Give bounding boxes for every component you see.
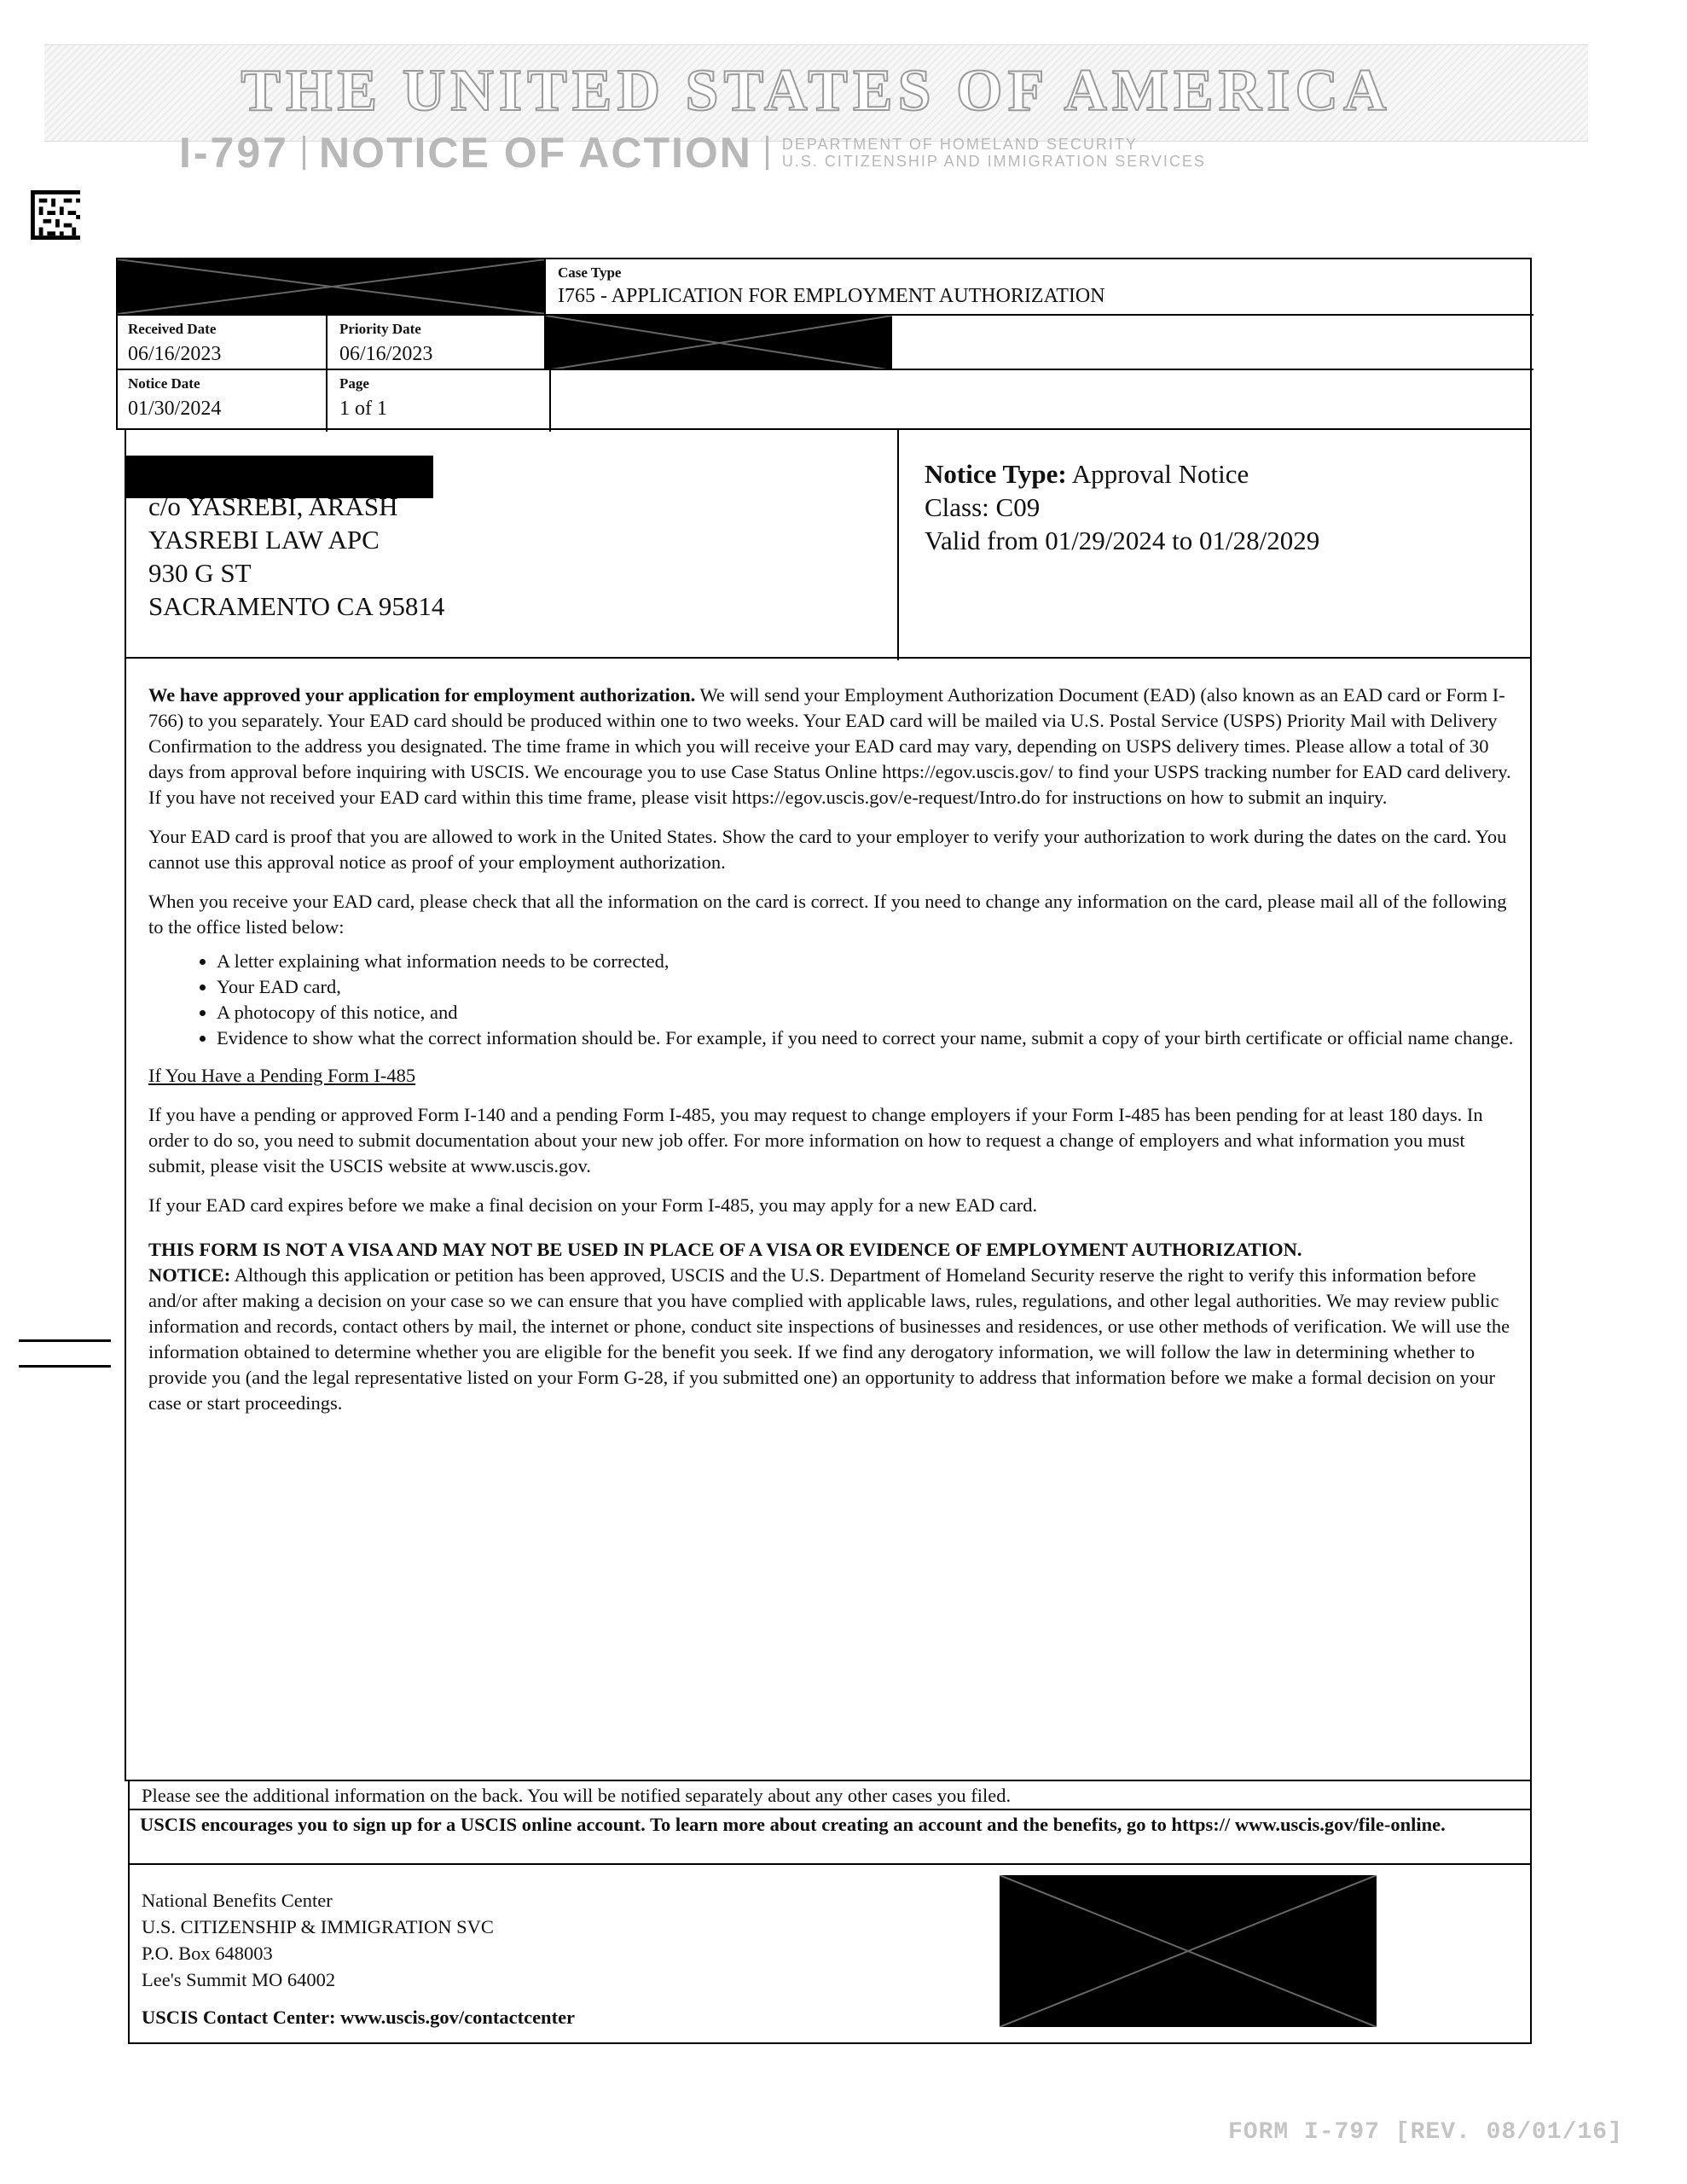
- notice-date-value: 01/30/2024: [128, 398, 222, 420]
- address-line: YASREBI LAW APC: [148, 525, 380, 555]
- additional-info-line: Please see the additional information on the back. You will be notified separately about any other cases you filed.: [142, 1785, 1012, 1806]
- notice-type-cell: [897, 428, 1533, 660]
- case-type-cell: [544, 258, 1533, 316]
- online-account-cell: [128, 1809, 1532, 1865]
- paragraph-approval: We have approved your application for employment authorization. We will send your Employment Authorization Document (EAD) (also known as an EAD card or Form I-766) to you separately. Your EAD card should be produced within one to two weeks. Your EAD card will be mailed via U.S. Postal Service (USPS) Priority Mail with Delivery Confirmation to the address you designated. The time frame in which you will receive your EAD card may vary, depending on USPS delivery times. Please allow a total of 30 days from approval before inquiring with USCIS. We encourage you to use Case Status Online https://egov.uscis.gov/ to find your USPS tracking number for EAD card delivery. If you have not received your EAD card within this time frame, please visit https://egov.uscis.gov/e-request/Intro.do for instructions on how to submit an inquiry.: [148, 684, 1511, 808]
- notice-body: [125, 657, 1532, 1781]
- paragraph-ead-expires: If your EAD card expires before we make a final decision on your Form I-485, you may apply for a new EAD card.: [148, 1194, 1038, 1216]
- notice-of-action-title: NOTICE OF ACTION: [318, 129, 752, 177]
- address-line: c/o YASREBI, ARASH: [148, 491, 398, 521]
- form-revision: FORM I-797 [REV. 08/01/16]: [1228, 2119, 1623, 2146]
- footer-section: [128, 1780, 1532, 2044]
- redacted-receipt-number: [118, 259, 546, 314]
- priority-date-value: 06/16/2023: [339, 343, 433, 365]
- heading-pending-i485: If You Have a Pending Form I-485: [148, 1065, 416, 1086]
- header-divider: [303, 136, 305, 170]
- barcode-icon: [31, 190, 80, 240]
- notice-date-label: Notice Date: [128, 375, 200, 392]
- address-notice-section: [125, 428, 1532, 659]
- margin-mark: [19, 1339, 111, 1342]
- form-number: I-797: [179, 129, 289, 177]
- paragraph-notice: NOTICE: Although this application or petition has been approved, USCIS and the U.S. Department of Homeland Security reserve the right to verify this information before and/or after making a decision on your case so we can ensure that you have complied with applicable laws, rules, regulations, and other legal authorities. We may review public information and records, contact others by mail, the internet or phone, conduct site inspections of businesses and residences, or use other methods of verification. We will use the information obtained to determine whether you are eligible for the benefit you seek. If we find any derogatory information, we will follow the law in determining whether to provide you (and the legal representative listed on your Form G-28, if you submitted one) an opportunity to address that information before we make a formal decision on your case or start proceedings.: [148, 1264, 1510, 1414]
- notice-type-label: Notice Type:: [925, 459, 1067, 489]
- received-date-value: 06/16/2023: [128, 343, 222, 365]
- notice-type-block: [925, 457, 1319, 557]
- address-line: SACRAMENTO CA 95814: [148, 591, 445, 621]
- case-type-value: I765 - APPLICATION FOR EMPLOYMENT AUTHORIZATION: [558, 285, 1105, 307]
- page-cell: [326, 369, 551, 432]
- body-text: [148, 682, 1520, 1430]
- margin-mark: [19, 1365, 111, 1368]
- beneficiary-extra-cell: [544, 314, 1533, 370]
- online-account-text: USCIS encourages you to sign up for a USCIS online account. To learn more about creating an account and the benefits, go to https:// www.uscis.gov/file-online.: [140, 1814, 1446, 1835]
- page-label: Page: [339, 375, 369, 392]
- notice-type-value: Approval Notice: [1071, 459, 1249, 489]
- received-date-cell: [116, 314, 328, 370]
- paragraph-proof: Your EAD card is proof that you are allowed to work in the United States. Show the card to your employer to verify your authorization to work during the dates on the card. You cannot use this approval notice as proof of your employment authorization.: [148, 826, 1507, 873]
- agency-name: DEPARTMENT OF HOMELAND SECURITY U.S. CITIZENSHIP AND IMMIGRATION SERVICES: [781, 136, 1206, 170]
- header-divider: [766, 136, 768, 170]
- contact-center: USCIS Contact Center: www.uscis.gov/contactcenter: [142, 2007, 576, 2028]
- paragraph-i485: If you have a pending or approved Form I-140 and a pending Form I-485, you may request to change employers if your Form I-485 has been pending for at least 180 days. In order to do so, you need to submit documentation about your new job offer. For more information on how to request a change of employers and what information you must submit, please visit the USCIS website at www.uscis.gov.: [148, 1104, 1483, 1176]
- redacted-barcode: [1000, 1875, 1377, 2027]
- form-header: [179, 128, 1206, 177]
- validity-line: Valid from 01/29/2024 to 01/28/2029: [925, 526, 1320, 555]
- received-date-label: Received Date: [128, 321, 217, 337]
- list-item: • A photocopy of this notice, and: [217, 1000, 1520, 1025]
- banner-title: THE UNITED STATES OF AMERICA: [241, 58, 1392, 124]
- list-item: • Your EAD card,: [217, 974, 1520, 1000]
- header-banner: [44, 44, 1588, 142]
- not-a-visa-warning: THIS FORM IS NOT A VISA AND MAY NOT BE USED IN PLACE OF A VISA OR EVIDENCE OF EMPLOYMENT AUTHORIZATION.: [148, 1239, 1302, 1260]
- case-type-label: Case Type: [558, 264, 622, 281]
- correction-list: [148, 949, 1520, 1051]
- page-value: 1 of 1: [339, 398, 387, 420]
- priority-date-label: Priority Date: [339, 321, 421, 337]
- notice-date-cell: [116, 369, 328, 432]
- list-item: • Evidence to show what the correct information should be. For example, if you need to correct your name, submit a copy of your birth certificate or official name change.: [217, 1025, 1520, 1051]
- address-line: 930 G ST: [148, 558, 252, 588]
- paragraph-check-card: When you receive your EAD card, please check that all the information on the card is correct. If you need to change any information on the card, please mail all of the following to the office listed below:: [148, 891, 1507, 938]
- list-item: • A letter explaining what information needs to be corrected,: [217, 949, 1520, 974]
- case-info-table: [116, 258, 1532, 430]
- priority-date-cell: [326, 314, 546, 370]
- office-address: National Benefits Center U.S. CITIZENSHIP & IMMIGRATION SVC P.O. Box 648003 Lee's Summit MO 64002: [142, 1890, 494, 1990]
- office-block: [130, 1863, 1530, 2046]
- mailing-address: [148, 490, 444, 623]
- class-line: Class: C09: [925, 492, 1041, 522]
